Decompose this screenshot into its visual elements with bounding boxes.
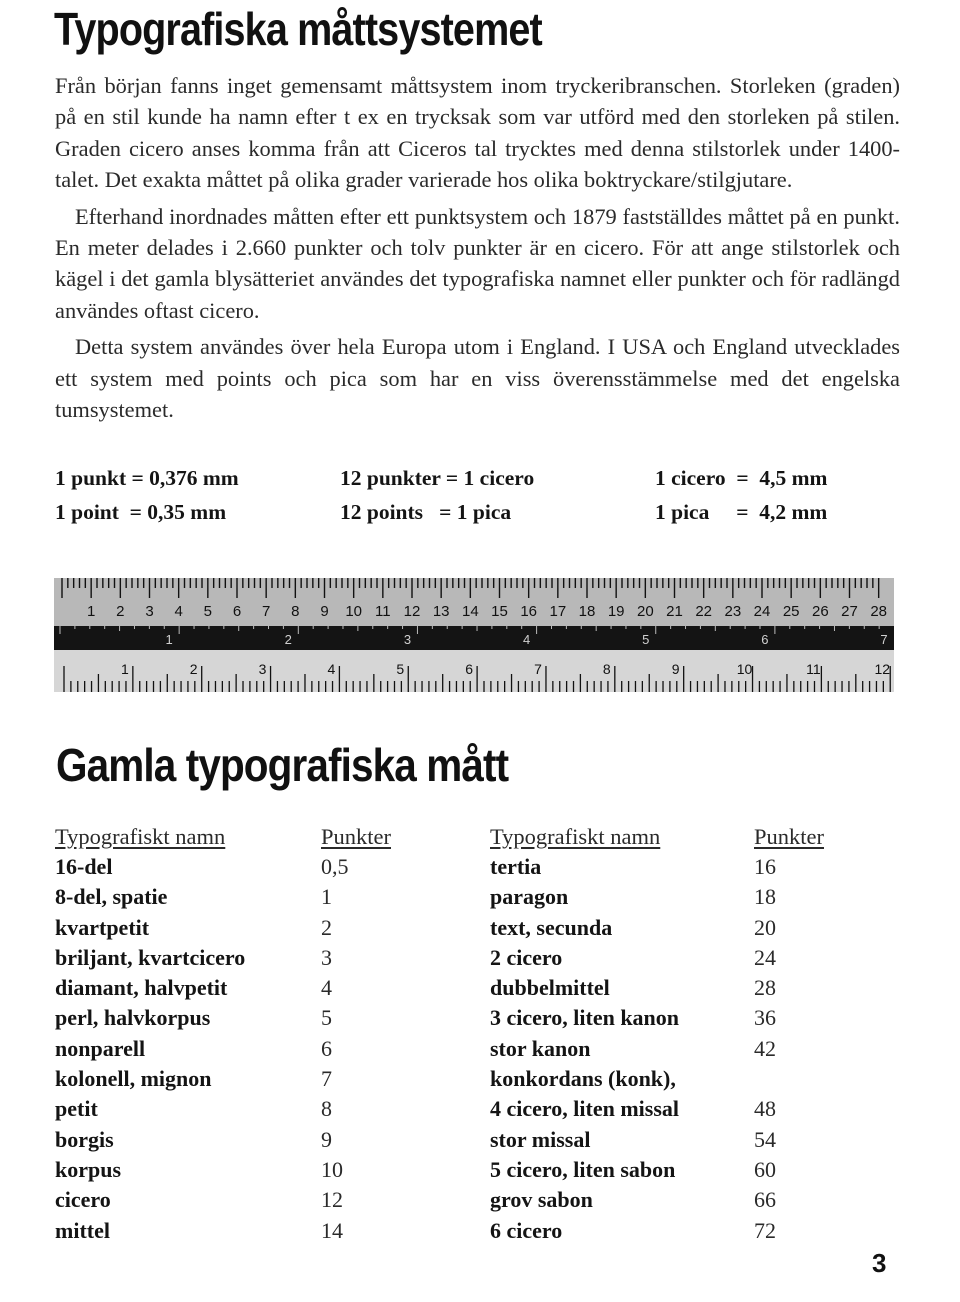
type-name: paragon: [490, 884, 569, 910]
type-name: tertia: [490, 854, 542, 879]
header-points: Punkter: [321, 824, 391, 849]
ruler-top-label: 13: [432, 603, 450, 620]
type-name: perl, halvkorpus: [55, 1005, 211, 1031]
ruler-top-label: 17: [549, 603, 567, 620]
type-points: 60: [754, 1156, 776, 1182]
ruler-middle-label: 7: [880, 632, 888, 647]
type-points: 4: [321, 975, 332, 1001]
ruler-bottom-label: 6: [465, 661, 474, 677]
ruler-top-label: 4: [174, 603, 183, 620]
type-points: 54: [754, 1126, 776, 1152]
ruler-top-label: 22: [695, 603, 713, 620]
type-points: 0,5: [321, 854, 349, 879]
ruler-top-label: 15: [491, 603, 508, 620]
type-name: 3 cicero, liten kanon: [490, 1005, 680, 1031]
type-points: 12: [321, 1187, 343, 1213]
ruler-top-label: 24: [753, 603, 771, 620]
paragraph: Från början fanns inget gemensamt måttsystem inom tryckeribranschen. Storleken (graden) på en stil kunde ha namn efter t ex en trycksak som var utförd med den storleken på stilen. Graden cicero anses komma från att Ciceros tal trycktes med denna stilstorlek under 1400-talet. Det exakta måttet på olika grader varierade hos olika boktryckare/stilgjutare.: [55, 73, 900, 193]
ruler-top-label: 3: [145, 603, 154, 620]
ruler-top-label: 11: [375, 603, 391, 620]
equivalence-point: 1 point = 0,35 mm: [55, 500, 227, 524]
ruler-middle-label: 3: [403, 632, 412, 647]
type-points: 8: [321, 1096, 332, 1122]
type-points: 28: [754, 975, 776, 1001]
type-points: 14: [321, 1217, 343, 1243]
equivalence-cicero-mm: 1 cicero = 4,5 mm: [655, 466, 828, 490]
table-right-names: [490, 822, 679, 1246]
type-name: nonparell: [55, 1035, 146, 1061]
type-name: stor missal: [490, 1126, 591, 1152]
ruler-top-label: 19: [607, 603, 625, 620]
type-points: 42: [754, 1035, 776, 1061]
ruler-bottom-label: 9: [671, 661, 680, 677]
type-points: 66: [754, 1187, 776, 1213]
type-points: 16: [754, 854, 776, 879]
ruler-middle-label: 5: [642, 632, 650, 647]
type-points: 7: [321, 1066, 332, 1092]
section-title: Gamla typografiska mått: [56, 739, 509, 791]
type-name: 16-del: [55, 854, 113, 879]
ruler-top-label: 25: [782, 603, 800, 620]
ruler-bottom-label: 4: [327, 661, 336, 677]
ruler-top-label: 20: [636, 603, 654, 620]
type-points: 18: [754, 884, 776, 910]
type-name: 5 cicero, liten sabon: [490, 1156, 676, 1182]
ruler-top-label: 23: [724, 603, 742, 620]
type-name: mittel: [55, 1217, 110, 1243]
type-name: text, secunda: [490, 914, 613, 940]
ruler-top-label: 8: [291, 603, 300, 620]
type-name: 4 cicero, liten missal: [490, 1096, 679, 1122]
type-points: [754, 1064, 824, 1094]
ruler-bottom-label: 10: [736, 661, 753, 677]
ruler-top-label: 14: [461, 603, 479, 620]
ruler-top-label: 2: [116, 603, 125, 620]
type-name: 2 cicero: [490, 944, 563, 970]
type-points: 3: [321, 944, 332, 970]
type-name: konkordans (konk),: [490, 1066, 676, 1092]
ruler-bottom-label: 1: [120, 661, 129, 677]
type-points: 20: [754, 914, 776, 940]
page-title: Typografiska måttsystemet: [54, 3, 542, 55]
type-points: 48: [754, 1096, 776, 1122]
type-points: 1: [321, 884, 332, 910]
ruler-top-label: 21: [666, 603, 683, 620]
type-name: stor kanon: [490, 1035, 591, 1061]
ruler-bottom-label: 8: [602, 661, 611, 677]
type-name: 6 cicero: [490, 1217, 563, 1243]
ruler-top-label: 9: [320, 603, 329, 620]
ruler-bottom-label: 2: [189, 661, 198, 677]
paragraph: Detta system användes över hela Europa utom i England. I USA och England utvecklades ett system med points och pica som har en viss överensstämmelse med det engelska tumsystemet.: [55, 334, 900, 423]
equivalence-pica-mm: 1 pica = 4,2 mm: [655, 500, 828, 524]
type-name: borgis: [55, 1126, 114, 1152]
page-number: 3: [872, 1248, 887, 1278]
header-name: Typografiskt namn: [490, 824, 661, 849]
ruler-middle-label: 2: [284, 632, 292, 647]
ruler-top-label: 1: [86, 603, 96, 620]
equivalence-pica: 12 points = 1 pica: [340, 500, 512, 524]
ruler-middle-label: 6: [761, 632, 769, 647]
type-points: 72: [754, 1217, 776, 1243]
ruler-bottom-label: 3: [258, 661, 267, 677]
type-points: 24: [754, 944, 776, 970]
ruler-top-label: 18: [578, 603, 596, 620]
ruler-top-label: 27: [841, 603, 858, 620]
type-name: briljant, kvartcicero: [55, 944, 246, 970]
table-left-points: [321, 822, 391, 1246]
ruler-bottom-label: 7: [534, 661, 542, 677]
ruler-top-label: 16: [520, 603, 538, 620]
type-name: 8-del, spatie: [55, 884, 168, 910]
ruler-top-label: 6: [232, 603, 242, 620]
type-name: cicero: [55, 1187, 111, 1213]
type-name: petit: [55, 1096, 98, 1122]
ruler-bottom-label: 5: [396, 661, 405, 677]
type-points: 10: [321, 1156, 343, 1182]
type-name: korpus: [55, 1156, 122, 1182]
ruler-top-label: 7: [261, 603, 271, 620]
type-name: grov sabon: [490, 1187, 593, 1213]
ruler-graphic: [54, 578, 894, 692]
ruler-bottom-label: 12: [874, 661, 891, 677]
table-right-points: [754, 822, 824, 1246]
ruler-middle-label: 4: [522, 632, 531, 647]
type-points: 6: [321, 1035, 332, 1061]
type-name: kolonell, mignon: [55, 1066, 212, 1092]
ruler-top-label: 12: [403, 603, 421, 620]
table-left-names: [55, 822, 245, 1246]
type-name: diamant, halvpetit: [55, 975, 228, 1001]
type-points: 36: [754, 1005, 776, 1031]
header-name: Typografiskt namn: [55, 824, 226, 849]
ruler-middle-label: 1: [165, 632, 173, 647]
paragraph: Efterhand inordnades måtten efter ett punktsystem och 1879 fastställdes måttet på en punkt. En meter delades i 2.660 punkter och tolv punkter är en cicero. För att ange stilstorlek och kägel i det gamla blysätteriet användes det typografiska namnet eller punkter och för radlängd användes oftast cicero.: [55, 203, 900, 323]
ruler-top-label: 10: [345, 603, 363, 620]
equivalence-cicero: 12 punkter = 1 cicero: [340, 466, 535, 490]
ruler-top-label: 28: [870, 603, 888, 620]
type-name: dubbelmittel: [490, 975, 610, 1001]
header-points: Punkter: [754, 824, 824, 849]
type-points: 2: [321, 914, 332, 940]
type-points: 5: [321, 1005, 332, 1031]
ruler-top-label: 5: [203, 603, 213, 620]
intro-text: [55, 70, 900, 430]
type-points: 9: [321, 1126, 332, 1152]
ruler-image: [54, 578, 894, 692]
equivalence-punkt: 1 punkt = 0,376 mm: [55, 466, 239, 490]
ruler-top-label: 26: [811, 603, 829, 620]
type-name: kvartpetit: [55, 914, 150, 940]
ruler-bottom-label: 11: [806, 661, 821, 677]
